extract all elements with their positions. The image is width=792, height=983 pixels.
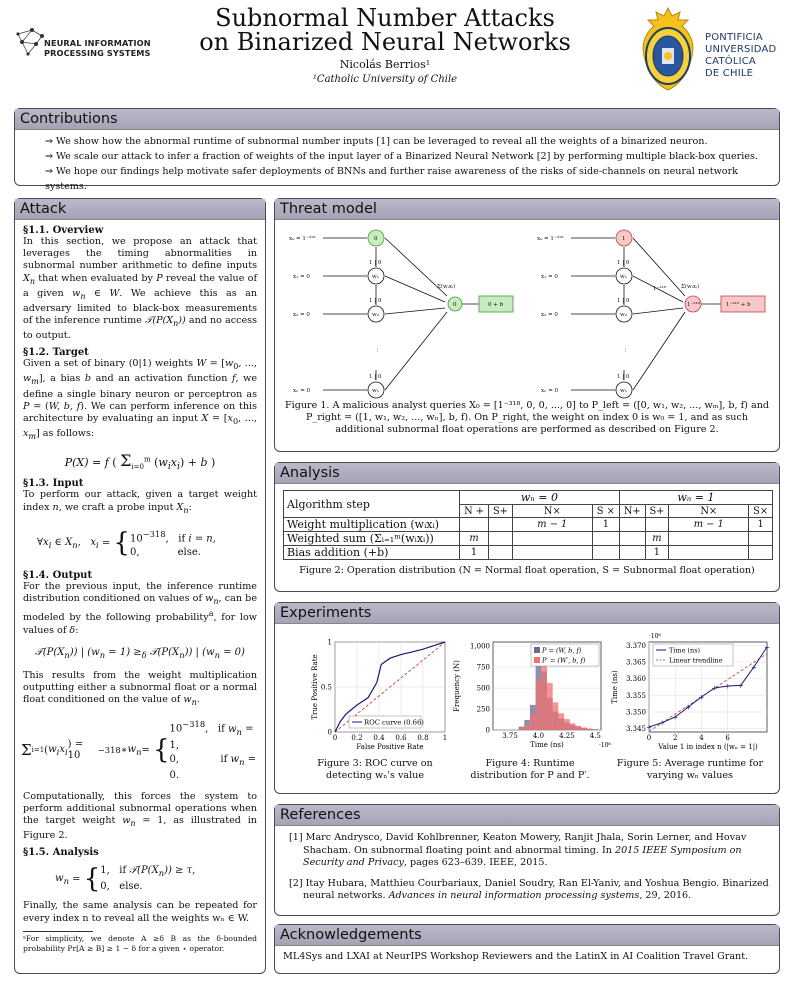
- histogram-bar: [524, 725, 530, 730]
- svg-text:1 | 0: 1 | 0: [369, 298, 382, 304]
- threat-model-title: Threat model: [275, 199, 779, 220]
- runtime-point: +: [750, 663, 757, 672]
- y-axis-label: True Positive Rate: [311, 654, 319, 720]
- y-tick-label: 1: [327, 638, 332, 647]
- col-header: S ×: [592, 505, 619, 518]
- university-seal-icon: [636, 6, 700, 92]
- y-axis-multiplier: ·10⁶: [649, 633, 661, 640]
- svg-text:Σ(wᵢxᵢ): Σ(wᵢxᵢ): [437, 284, 456, 290]
- references-panel: [274, 804, 780, 916]
- header-w0: wₙ = 0: [460, 491, 620, 505]
- histogram-bar: [564, 719, 570, 730]
- threat-model-diagram: [275, 220, 779, 400]
- x-tick-label: 0: [332, 734, 338, 742]
- runtime-histogram-chart: [451, 628, 611, 758]
- svg-text:1⁻³¹⁸: 1⁻³¹⁸: [687, 302, 701, 308]
- svg-text:1⁻³¹⁸: 1⁻³¹⁸: [653, 286, 667, 292]
- experiments-panel: [274, 602, 780, 794]
- histogram-bar: [587, 728, 593, 730]
- section-target-title: §1.2. Target: [23, 347, 89, 359]
- analysis-title: Analysis: [275, 463, 779, 484]
- author-affiliation: ¹Catholic University of Chile: [312, 74, 458, 85]
- x-axis-multiplier: ·10⁶: [599, 742, 611, 749]
- svg-text:x₁ = 0: x₁ = 0: [541, 274, 558, 280]
- svg-text:w₁: w₁: [372, 274, 379, 280]
- runtime-point: +: [685, 703, 692, 712]
- figure1-caption: Figure 1. A malicious analyst queries X₀ = [1⁻³¹⁸, 0, 0, ..., 0] to P_left = ([0, w₁, w₂, ..., wₘ], b, f) and P_right = ([1, w₁, w₂, ..., wₙ], b, f). On P_right, the weight on index 0 is w₀ = 1, and as such additional subnormal float operations are performed as described on Figure 2.: [284, 400, 770, 435]
- y-tick-label: 3.365: [625, 658, 646, 667]
- col-header: S×: [749, 505, 773, 518]
- svg-text:wₙ: wₙ: [372, 388, 380, 394]
- runtime-point: +: [659, 719, 666, 728]
- svg-text:1⁻³¹⁸ + b: 1⁻³¹⁸ + b: [726, 302, 751, 308]
- x-tick-label: 0.8: [417, 734, 429, 742]
- author-name: Nicolás Berrios¹: [339, 58, 431, 71]
- neurips-logo-text: NEURAL INFORMATION PROCESSING SYSTEMS: [44, 38, 151, 58]
- legend-label: Time (ns): [669, 646, 701, 655]
- analysis-panel: [274, 462, 780, 592]
- figure2-caption: Figure 2: Operation distribution (N = Normal float operation, S = Subnormal float operation): [299, 565, 755, 576]
- acknowledgements-title: Acknowledgements: [275, 925, 779, 946]
- legend-swatch: [534, 647, 540, 653]
- svg-text:0 + b: 0 + b: [488, 302, 504, 308]
- roc-chart: [275, 628, 455, 758]
- figure5-caption: Figure 5: Average runtime for varying wₙ values: [616, 758, 764, 781]
- table-row: Weight multiplication (wᵢxᵢ) m − 1 1 m − 1 1: [284, 518, 773, 532]
- poster-title: Subnormal Number Attacks on Binarized Neural Networks: [199, 4, 571, 56]
- svg-text:w₂: w₂: [372, 312, 379, 318]
- final-text: Finally, the same analysis can be repeated for every index n to reveal all the weights wₙ ∈ W.: [23, 900, 257, 924]
- poster-header: [0, 0, 792, 98]
- y-tick-label: 750: [476, 663, 490, 672]
- svg-text:x₁ = 0: x₁ = 0: [293, 274, 310, 280]
- histogram-bar: [581, 727, 587, 730]
- x-axis-label: Time (ns): [530, 741, 564, 749]
- contribution-item: ⇒ We scale our attack to infer a fraction of weights of the input layer of a Binarized Neural Network [2] by performing multiple black-box queries.: [45, 151, 758, 162]
- x-axis-label: False Positive Rate: [356, 743, 424, 751]
- y-tick-label: 1,000: [469, 642, 490, 651]
- x-tick-label: 4.5: [589, 732, 601, 740]
- x-tick-label: 1: [442, 734, 448, 742]
- y-tick-label: 0.5: [320, 683, 332, 692]
- x-tick-label: 0: [646, 734, 652, 742]
- reference-item: [1] Marc Andrysco, David Kohlbrenner, Keaton Mowery, Ranjit Jhala, Sorin Lerner, and Hovav Shacham. On subnormal floating point and abnormal timing. In 2015 IEEE Symposium on Security and Privacy, pages 623–639. IEEE, 2015.: [289, 832, 747, 868]
- acknowledgements-text: ML4Sys and LXAI at NeurIPS Workshop Reviewers and the LatinX in AI Coalition Travel Grant.: [283, 951, 749, 962]
- col-header: N×: [669, 505, 749, 518]
- inference-equation: P(X) = f ( $\Sigma_{i=0}^m$ $(w_ix_i) + b$ ): [64, 451, 216, 473]
- x-tick-label: 2: [672, 734, 678, 742]
- x-tick-label: 0.2: [351, 734, 363, 742]
- input-equation: $\forall x_i$ ∈ $X_n$, $x_i$ = { $10^{-318}$, if i = n, 0, else.: [37, 528, 216, 559]
- x-tick-label: 3.75: [502, 732, 518, 740]
- y-tick-label: 0: [327, 728, 332, 737]
- contribution-item: ⇒ We show how the abnormal runtime of subnormal number inputs [1] can be leveraged to reveal all the weights of a binarized neuron.: [45, 136, 708, 147]
- header-w1: wₙ = 1: [619, 491, 772, 505]
- contribution-item: ⇒ We hope our findings help motivate safer deployments of BNNs and further raise awareness of the risks of side-channels on neural network systems.: [45, 166, 738, 192]
- figure4-caption: Figure 4: Runtime distribution for P and P′.: [470, 758, 590, 781]
- svg-text:1 | 0: 1 | 0: [369, 374, 382, 380]
- runtime-point: +: [698, 693, 705, 702]
- svg-text:Σ(wᵢxᵢ): Σ(wᵢxᵢ): [681, 284, 700, 290]
- runtime-point: +: [711, 684, 718, 693]
- runtime-inequality: $𝒯(P(X_n))$ | $(w_n = 1) \ge_\delta$ $𝒯(P(X_n))$ | $(w_n = 0)$: [35, 646, 245, 660]
- experiments-title: Experiments: [275, 603, 779, 624]
- arrow-icon: ⇒: [45, 136, 54, 147]
- svg-text:x₀ = 1⁻³¹⁸: x₀ = 1⁻³¹⁸: [537, 236, 564, 242]
- header-step: Algorithm step: [284, 491, 460, 518]
- svg-text:⋮: ⋮: [375, 348, 381, 354]
- y-tick-label: 500: [476, 684, 490, 693]
- x-tick-label: 4: [699, 734, 704, 742]
- y-axis-label: Frequency (N): [453, 660, 461, 712]
- runtime-point: +: [646, 723, 652, 732]
- references-title: References: [275, 805, 779, 826]
- legend-label: P′ = (W′, b, f): [542, 656, 586, 665]
- contributions-title: Contributions: [15, 109, 779, 130]
- svg-text:x₂ = 0: x₂ = 0: [541, 312, 558, 318]
- svg-text:⋮: ⋮: [623, 348, 629, 354]
- svg-text:0: 0: [453, 302, 457, 308]
- output-text: For the previous input, the inference runtime distribution conditioned on values of $w_n$, can be modeled by the following probability$^a$, for low values of δ:: [23, 581, 257, 636]
- col-header: N+: [619, 505, 645, 518]
- runtime-point: +: [764, 643, 770, 652]
- section-input-title: §1.3. Input: [23, 478, 84, 490]
- histogram-bar: [553, 702, 559, 730]
- histogram-bar: [592, 729, 598, 730]
- y-tick-label: 0: [485, 726, 490, 735]
- svg-text:1 | 0: 1 | 0: [617, 298, 630, 304]
- svg-text:wₙ: wₙ: [620, 388, 628, 394]
- input-text: To perform our attack, given a target weight index n, we craft a probe input $X_n$:: [23, 489, 257, 515]
- attack-panel: [14, 198, 266, 974]
- svg-text:w₂: w₂: [620, 312, 627, 318]
- x-tick-label: 4.25: [559, 732, 575, 740]
- runtime-point: +: [672, 713, 679, 722]
- x-tick-label: 0.6: [395, 734, 407, 742]
- y-tick-label: 3.345: [625, 725, 646, 734]
- section-analysis-title: §1.5. Analysis: [23, 847, 99, 859]
- histogram-bar: [570, 723, 576, 730]
- overview-text: In this section, we propose an attack that leverages the timing abnormalities in subnormal number arithmetic to define inputs $X_n$ that when evaluated by P reveal the value of a given $w_n$ ∈ W. We achieve this as an adversary limited to black-box measurements of the inference runtime $𝒯(P(X_n))$ and no access to output.: [23, 236, 258, 342]
- svg-text:x₀ = 1⁻³¹⁸: x₀ = 1⁻³¹⁸: [289, 236, 316, 242]
- table-row: Bias addition (+b) 1 1: [284, 546, 773, 560]
- university-logo-text: PONTIFICIA UNIVERSIDAD CATÓLICA DE CHILE: [705, 32, 777, 79]
- y-tick-label: 3.350: [625, 708, 646, 717]
- right-network: [537, 230, 765, 398]
- table-row: Weighted sum (Σᵢ₌₁ᵐ(wᵢxᵢ)) m m: [284, 532, 773, 546]
- svg-text:1: 1: [622, 236, 626, 242]
- col-header: S+: [489, 505, 513, 518]
- y-tick-label: 3.370: [625, 641, 646, 650]
- svg-text:xₙ = 0: xₙ = 0: [293, 388, 311, 394]
- reference-item: [2] Itay Hubara, Matthieu Courbariaux, Daniel Soudry, Ran El-Yaniv, and Yoshua Bengio. Binarized neural networks. Advances in neural information processing systems, 29, 2016.: [289, 877, 769, 901]
- svg-text:w₁: w₁: [620, 274, 627, 280]
- col-header: N×: [512, 505, 592, 518]
- svg-text:1 | 0: 1 | 0: [617, 374, 630, 380]
- histogram-bar: [519, 728, 525, 730]
- y-tick-label: 3.355: [625, 691, 646, 700]
- section-overview-title: §1.1. Overview: [23, 225, 104, 236]
- left-network: [289, 230, 513, 398]
- x-tick-label: 6: [725, 734, 730, 742]
- histogram-bar: [547, 683, 553, 730]
- acknowledgements-panel: [274, 924, 780, 974]
- section-output-title: §1.4. Output: [23, 570, 93, 582]
- contributions-panel: [14, 108, 780, 192]
- x-tick-label: 4.0: [532, 732, 545, 740]
- footnote-divider: [23, 931, 93, 932]
- x-tick-label: 0.4: [373, 734, 385, 742]
- legend-label: Linear trendline: [669, 656, 723, 665]
- svg-text:0: 0: [374, 236, 378, 242]
- legend-label: ROC curve (0.66): [364, 718, 424, 727]
- histogram-bar: [575, 726, 581, 730]
- output-text-3: Computationally, this forces the system to perform additional subnormal operations when the target weight $w_n = 1$, as illustrated in Figure 2.: [23, 790, 257, 842]
- legend-label: P = (W, b, f): [542, 646, 582, 655]
- target-text: Given a set of binary (0|1) weights $W = [w_0$, ..., $w_m$], a bias b and an activation function f, we define a single binary neuron or perceptron as P = (W, b, f). We can perform inference on this architecture by evaluating an input $X = [x_0$, ..., $x_m$] as follows:: [23, 358, 257, 441]
- svg-text:x₂ = 0: x₂ = 0: [293, 312, 310, 318]
- threat-model-panel: [274, 198, 780, 452]
- histogram-bar: [536, 680, 542, 730]
- runtime-trend-chart: [609, 628, 779, 758]
- col-header: S+: [645, 505, 669, 518]
- legend-swatch: [534, 657, 540, 663]
- arrow-icon: ⇒: [45, 151, 54, 162]
- weighted-sum-equation: Σ i=1 ( $w_ix_i$ ) = 10 −318 ∗ $w_n$ = { $10^{-318}$, if $w_n = 1$, 0, if $w_n = 0$.: [21, 719, 256, 781]
- col-header: N +: [460, 505, 489, 518]
- histogram-bar: [530, 715, 536, 730]
- y-tick-label: 3.360: [625, 675, 646, 684]
- y-tick-label: 250: [476, 705, 490, 714]
- y-axis-label: Time (ns): [611, 670, 619, 704]
- svg-text:xₙ = 0: xₙ = 0: [541, 388, 559, 394]
- svg-text:1 | 0: 1 | 0: [369, 260, 382, 266]
- histogram-bar: [558, 713, 564, 730]
- footnote: ᵃFor simplicity, we denote A ≥δ B as the δ-bounded probability Pr[A ≥ B] ≥ 1 − δ for a given ⋆ operator.: [23, 933, 257, 953]
- figure3-caption: Figure 3: ROC curve on detecting wₙ's value: [317, 758, 433, 781]
- decision-equation: $w_n$ = { 1, if $𝒯(P(X_n)) \ge \tau$, 0, else.: [55, 864, 196, 895]
- svg-text:1 | 0: 1 | 0: [617, 260, 630, 266]
- runtime-point: +: [724, 682, 731, 691]
- runtime-point: +: [737, 681, 744, 690]
- arrow-icon: ⇒: [45, 166, 54, 177]
- operation-distribution-table: [283, 490, 773, 560]
- output-text-2: This results from the weight multiplication outputting either a subnormal float or a normal float conditioned on the value of $w_n$.: [23, 669, 257, 708]
- attack-title: Attack: [15, 199, 265, 220]
- x-axis-label: Value 1 in index n (|wₙ = 1|): [658, 743, 758, 751]
